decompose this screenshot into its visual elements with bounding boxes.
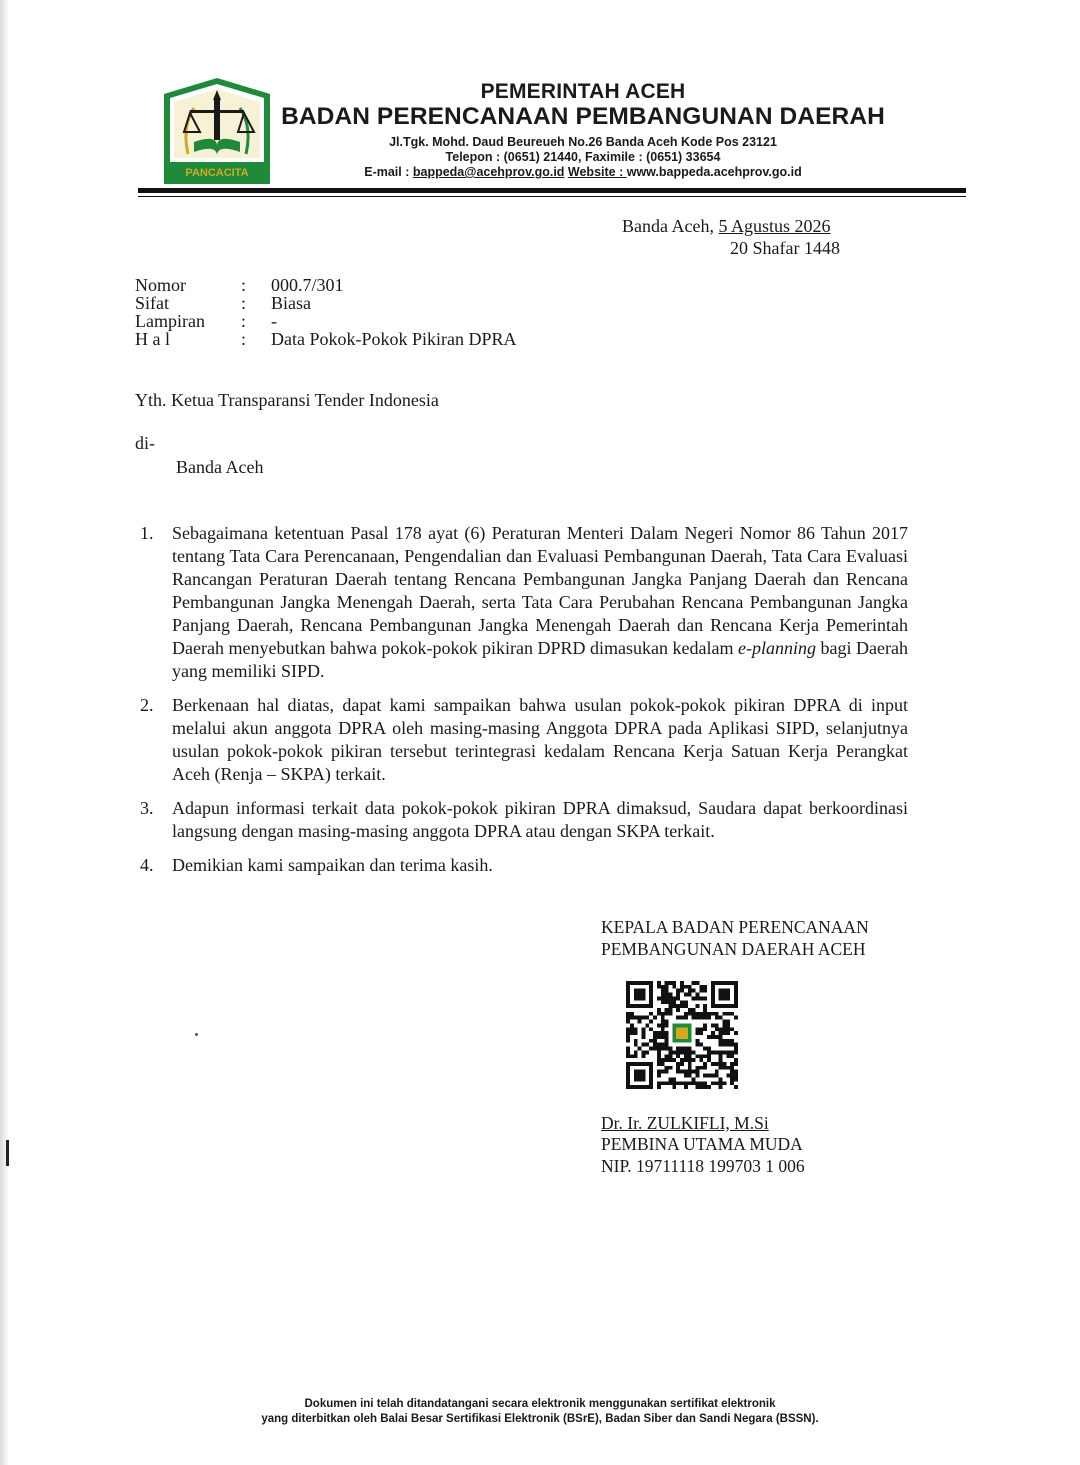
agency-name: BADAN PERENCANAAN PEMBANGUNAN DAERAH: [281, 103, 885, 130]
pancacita-emblem-icon: [160, 76, 274, 186]
notice-line1: Dokumen ini telah ditandatangani secara elektronik menggunakan sertifikat elektronik: [304, 1398, 776, 1410]
meta-colon: :: [241, 311, 247, 331]
agency-address: Jl.Tgk. Mohd. Daud Beureueh No.26 Banda Aceh Kode Pos 23121: [389, 135, 777, 149]
scan-mark: [6, 1140, 9, 1166]
item-number: 1.: [140, 523, 154, 543]
list-item: [140, 854, 908, 877]
signatory-title-line1: KEPALA BADAN PERENCANAAN: [601, 917, 869, 937]
recipient-city: Banda Aceh: [176, 457, 264, 477]
signatory-name: Dr. Ir. ZULKIFLI, M.Si: [601, 1113, 769, 1133]
meta-colon: :: [241, 293, 247, 313]
list-item: [140, 797, 908, 843]
meta-value-hal: Data Pokok-Pokok Pikiran DPRA: [271, 329, 517, 349]
item-text: Demikian kami sampaikan dan terima kasih.: [172, 855, 493, 875]
meta-label: H a l: [135, 329, 170, 349]
signatory-nip: NIP. 19711118 199703 1 006: [601, 1156, 805, 1176]
logo-text: PANCACITA: [185, 167, 249, 179]
item-text: Adapun informasi terkait data pokok-pokok pikiran DPRA dimaksud, Saudara dapat berkoordinasi langsung dengan masing-masing anggota DPRA atau dengan SKPA terkait.: [172, 798, 908, 841]
website-link[interactable]: www.bappeda.acehprov.go.id: [626, 165, 802, 179]
item-number: 4.: [140, 855, 154, 875]
item-number: 2.: [140, 695, 154, 715]
item-italic: e-planning: [738, 638, 817, 658]
meta-label: Nomor: [135, 275, 186, 295]
signatory-title: [601, 916, 869, 960]
recipient-di: di-: [135, 433, 155, 453]
scan-speck: [195, 1033, 198, 1036]
meta-label: Lampiran: [135, 311, 205, 331]
letter-body: [140, 522, 908, 888]
meta-label: Sifat: [135, 293, 169, 313]
website-label: Website :: [567, 165, 627, 179]
date-hijri: 20 Shafar 1448: [730, 238, 840, 258]
signatory-rank: PEMBINA UTAMA MUDA: [601, 1134, 803, 1154]
scan-edge: [0, 0, 10, 1465]
meta-value-sifat: Biasa: [271, 293, 311, 313]
meta-value-nomor: 000.7/301: [271, 275, 344, 295]
header-rule-thin: [138, 196, 966, 197]
recipient: Yth. Ketua Transparansi Tender Indonesia: [135, 390, 439, 410]
list-item: [140, 694, 908, 786]
item-number: 3.: [140, 798, 154, 818]
agency-contact: [278, 165, 888, 179]
letter-date: [622, 216, 831, 237]
email-link[interactable]: bappeda@acehprov.go.id: [412, 165, 565, 179]
meta-value-lampiran: -: [271, 311, 277, 331]
header-rule: [138, 188, 966, 193]
date-place: Banda Aceh,: [622, 216, 714, 236]
signatory-title-line2: PEMBANGUNAN DAERAH ACEH: [601, 939, 866, 959]
meta-colon: :: [241, 275, 247, 295]
meta-colon: :: [241, 329, 247, 349]
list-item: [140, 522, 908, 683]
e-signature-notice: [180, 1397, 900, 1427]
government-name: PEMERINTAH ACEH: [480, 80, 686, 103]
qr-code-icon: [626, 981, 738, 1089]
agency-phone: Telepon : (0651) 21440, Faximile : (0651) 33654: [445, 150, 721, 164]
date-gregorian: 5 Agustus 2026: [718, 216, 831, 236]
item-text: Sebagaimana ketentuan Pasal 178 ayat (6) Peraturan Menteri Dalam Negeri Nomor 86 Tahun 2017 tentang Tata Cara Perencanaan, Pengendalian dan Evaluasi Pembangunan Daerah, Tata Cara Evaluasi Rancangan Peraturan Daerah tentang Rencana Pembangunan Jangka Panjang Daerah dan Rencana Pembangunan Jangka Menengah Daerah, serta Tata Cara Perubahan Rencana Pembangunan Jangka Panjang Daerah, Rencana Pembangunan Jangka Menengah Daerah dan Rencana Kerja Pemerintah Daerah menyebutkan bahwa pokok-pokok pikiran DPRD dimasukan kedalam e-planning bagi Daerah yang memiliki SIPD.: [172, 523, 909, 681]
item-text: Berkenaan hal diatas, dapat kami sampaikan bahwa usulan pokok-pokok pikiran DPRA di input melalui akun anggota DPRA oleh masing-masing Anggota DPRA pada Aplikasi SIPD, selanjutnya usulan pokok-pokok pikiran tersebut terintegrasi kedalam Rencana Kerja Satuan Kerja Perangkat Aceh (Renja – SKPA) terkait.: [172, 695, 908, 784]
email-label: E-mail :: [364, 165, 413, 179]
notice-line2: yang diterbitkan oleh Balai Besar Sertifikasi Elektronik (BSrE), Badan Siber dan Sandi Negara (BSSN).: [261, 1413, 819, 1425]
